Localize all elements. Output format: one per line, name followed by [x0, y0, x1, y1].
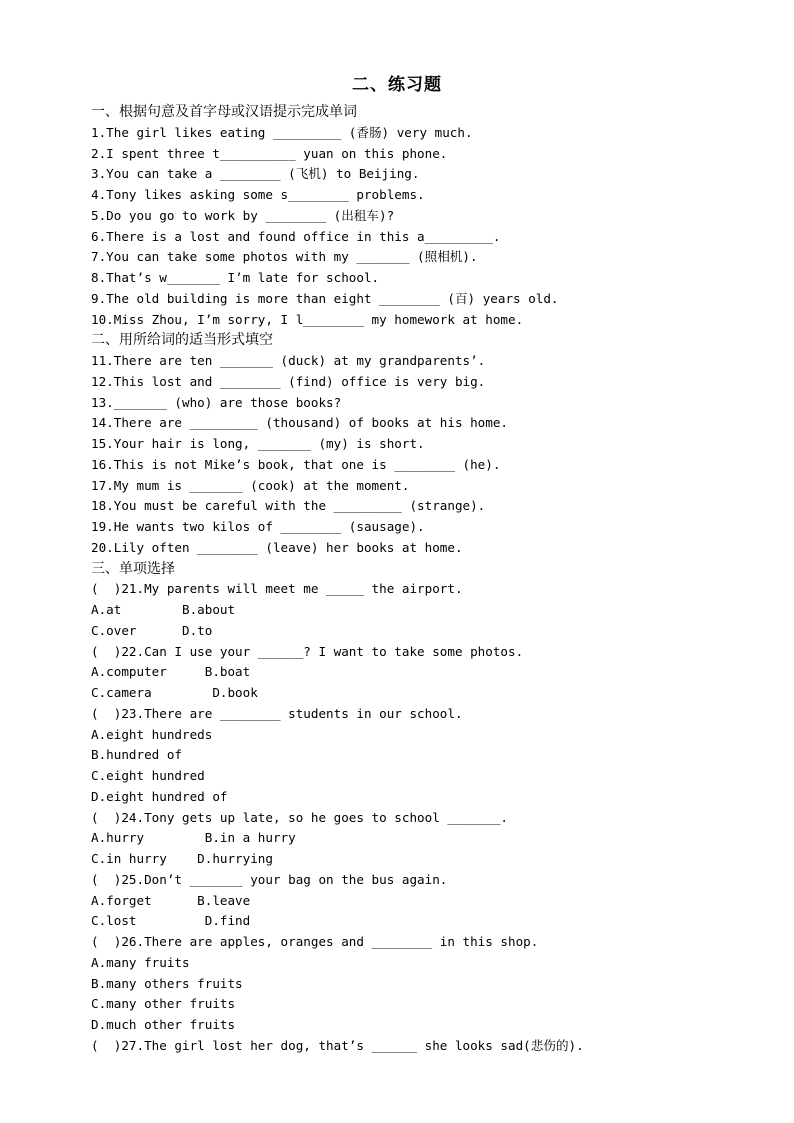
exercise-line: ( )22.Can I use your ______? I want to take some photos. — [91, 643, 524, 659]
exercise-line: B.many others fruits — [91, 975, 243, 991]
exercise-line: A.forget B.leave — [91, 892, 251, 908]
exercise-line: B.hundred of — [91, 747, 182, 763]
exercise-line: 5.Do you go to work by ________ (出租车)? — [91, 207, 395, 223]
exercise-line: A.eight hundreds — [91, 726, 213, 742]
exercise-line: 2.I spent three t__________ yuan on this phone. — [91, 145, 448, 161]
exercise-line: C.lost D.find — [91, 913, 251, 929]
exercise-line: 14.There are _________ (thousand) of books at his home. — [91, 415, 509, 431]
exercise-line: ( )21.My parents will meet me _____ the airport. — [91, 581, 463, 597]
exercise-line: 6.There is a lost and found office in this a_________. — [91, 228, 501, 244]
exercise-line: A.at B.about — [91, 602, 236, 617]
exercise-line: C.in hurry D.hurrying — [91, 851, 273, 866]
exercise-line: 17.My mum is _______ (cook) at the moment. — [91, 477, 410, 493]
exercise-line: 7.You can take some photos with my _______ (照相机). — [91, 249, 478, 265]
exercise-line: 20.Lily often ________ (leave) her books at home. — [91, 539, 463, 555]
exercise-line: 15.Your hair is long, _______ (my) is short. — [91, 436, 425, 451]
exercise-line: ( )27.The girl lost her dog, that’s ______ she looks sad(悲伤的). — [91, 1037, 584, 1053]
exercise-line: C.over D.to — [91, 622, 213, 638]
exercise-line: ( )25.Don’t _______ your bag on the bus again. — [91, 871, 448, 887]
exercise-line: A.hurry B.in a hurry — [91, 830, 296, 846]
section-heading: 三、单项选择 — [91, 560, 175, 577]
exercise-line: D.eight hundred of — [91, 788, 228, 804]
exercise-line: 10.Miss Zhou, I’m sorry, I l________ my homework at home. — [91, 311, 524, 327]
exercise-line: D.much other fruits — [91, 1017, 236, 1032]
exercise-line: ( )26.There are apples, oranges and ________ in this shop. — [91, 934, 539, 949]
exercise-line: 1.The girl likes eating _________ (香肠) very much. — [91, 124, 473, 140]
exercise-lines — [91, 102, 771, 1057]
exercise-line: ( )23.There are ________ students in our school. — [91, 705, 463, 721]
exercise-line: C.camera D.book — [91, 685, 258, 700]
exercise-line: 18.You must be careful with the _________ (strange). — [91, 498, 486, 514]
exercise-line: 4.Tony likes asking some s________ problems. — [91, 187, 425, 202]
exercise-line: 13._______ (who) are those books? — [91, 394, 342, 410]
exercise-line: ( )24.Tony gets up late, so he goes to school _______. — [91, 809, 509, 825]
exercise-line: C.eight hundred — [91, 768, 205, 783]
exercise-line: 16.This is not Mike’s book, that one is ________ (he). — [91, 456, 501, 472]
exercise-line: 9.The old building is more than eight ________ (百) years old. — [91, 290, 559, 306]
exercise-line: C.many other fruits — [91, 996, 236, 1012]
exercise-line: 11.There are ten _______ (duck) at my grandparents’. — [91, 353, 486, 368]
exercise-line: 3.You can take a ________ (飞机) to Beijing. — [91, 166, 420, 182]
page-title: 二、练习题 — [352, 75, 442, 95]
section-heading: 二、用所给词的适当形式填空 — [91, 332, 273, 349]
exercise-line: 12.This lost and ________ (find) office is very big. — [91, 373, 486, 389]
exercise-line: A.computer B.boat — [91, 664, 251, 680]
exercise-line: 19.He wants two kilos of ________ (sausage). — [91, 519, 425, 534]
exercise-line: 8.That’s w_______ I’m late for school. — [91, 270, 380, 285]
section-heading: 一、根据句意及首字母或汉语提示完成单词 — [91, 104, 357, 120]
exercise-line: A.many fruits — [91, 954, 190, 970]
